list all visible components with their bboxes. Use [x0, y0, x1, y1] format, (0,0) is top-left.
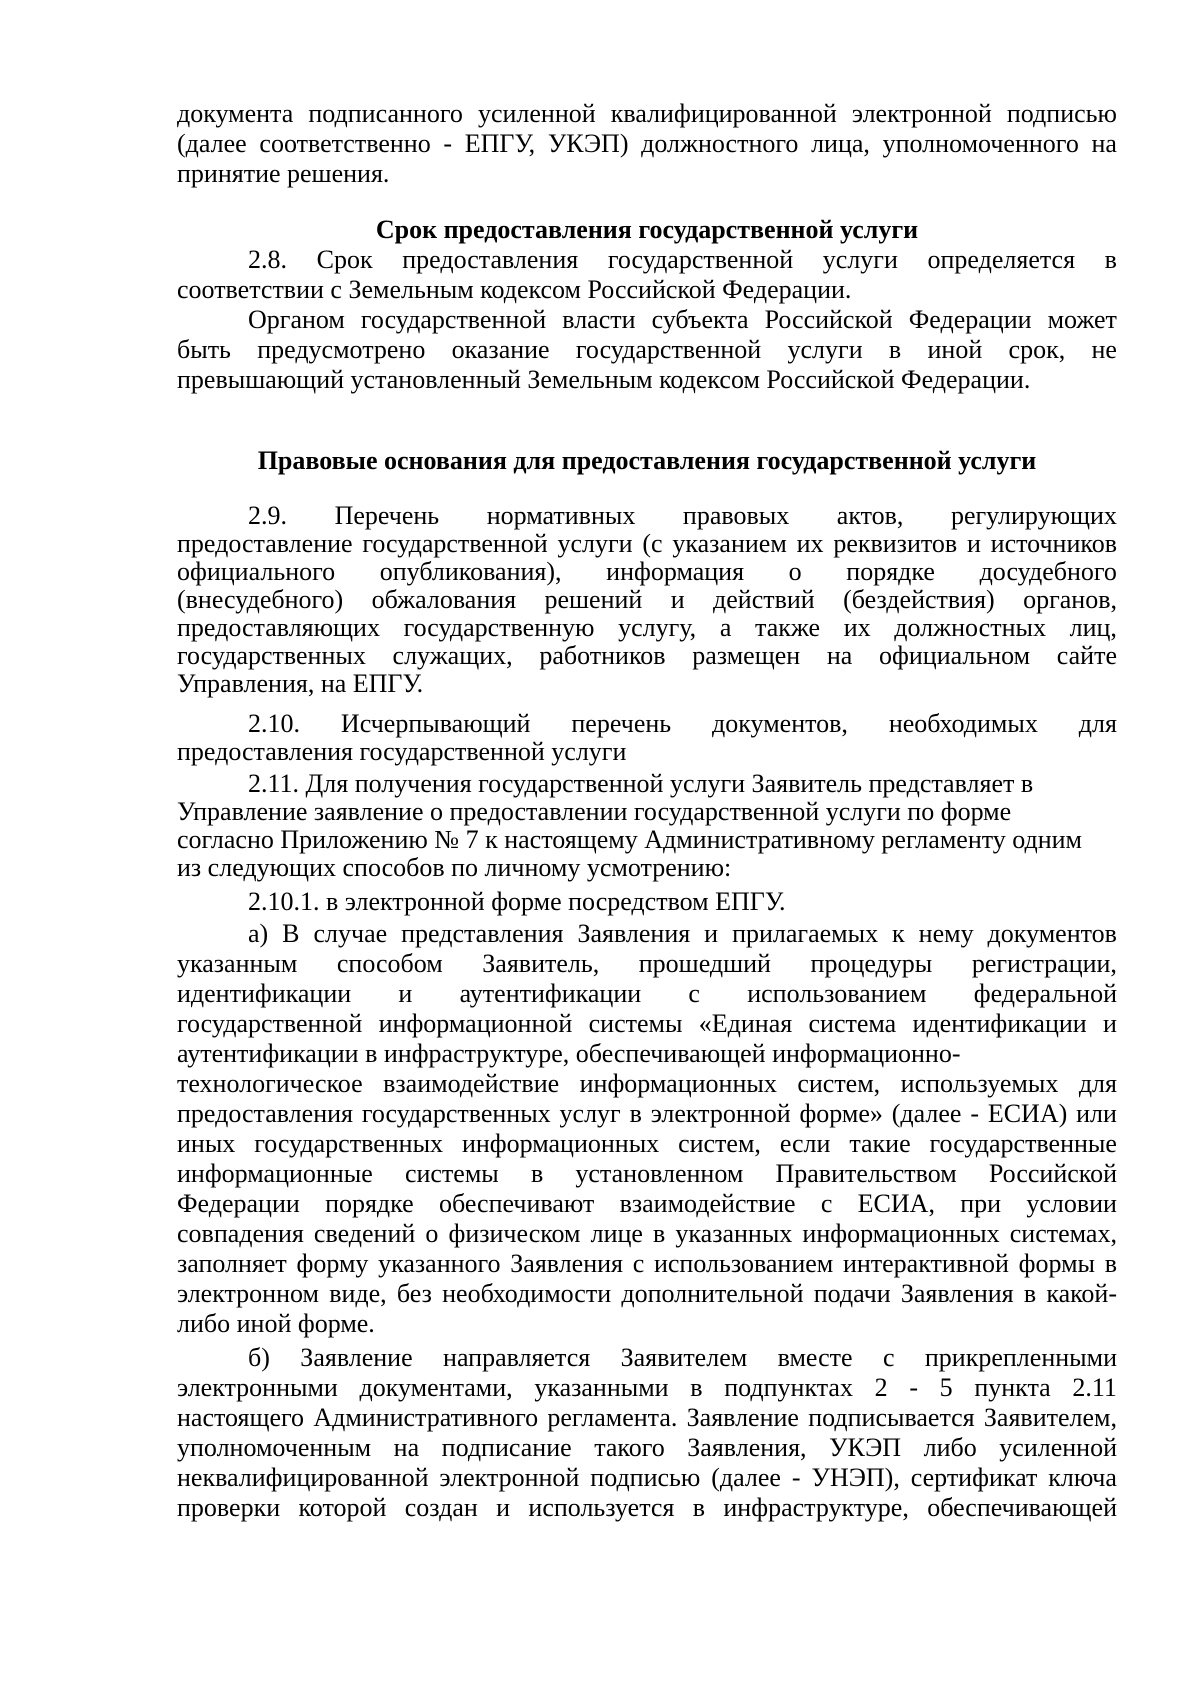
word: обеспечивают: [438, 1189, 595, 1218]
word: источников: [990, 529, 1117, 558]
text-line: принятие решения.: [177, 159, 390, 188]
word: документов: [987, 919, 1117, 948]
word: на: [826, 641, 853, 670]
word: для: [1078, 709, 1117, 738]
text-line: [248, 244, 1117, 276]
word: досудебного: [979, 557, 1117, 586]
word: документов,: [712, 709, 848, 738]
word: случае: [313, 919, 388, 948]
text-line: Управления, на ЕПГУ.: [177, 669, 424, 698]
word: идентификации: [912, 1009, 1087, 1038]
word: совпадения: [177, 1219, 304, 1248]
word: подписанного: [308, 99, 463, 128]
word: взаимодействие: [383, 1069, 560, 1098]
word: их: [796, 529, 824, 558]
text-line: [177, 1218, 1117, 1250]
text-line: соответствии с Земельным кодексом Российской Федерации.: [177, 275, 852, 304]
word: уполномоченным: [177, 1433, 372, 1462]
word: системы: [588, 1009, 683, 1038]
word: Федерации: [177, 1189, 300, 1218]
word: Срок: [316, 245, 373, 274]
word: указанными: [534, 1373, 669, 1402]
word: Заявление: [686, 1403, 799, 1432]
word: или: [1076, 1099, 1117, 1128]
word: порядке: [846, 557, 935, 586]
word: сайте: [1056, 641, 1117, 670]
word: в: [888, 335, 902, 364]
word: (бездействия): [843, 585, 995, 614]
word: (далее: [711, 1463, 781, 1492]
word: перечень: [571, 709, 672, 738]
word: формы: [1018, 1249, 1095, 1278]
word: указанных: [675, 1219, 793, 1248]
word: предоставление: [177, 529, 353, 558]
word: и: [496, 1493, 511, 1522]
word: субъекта: [651, 305, 749, 334]
word: ключа: [1048, 1463, 1117, 1492]
word: технологическое: [177, 1069, 363, 1098]
word: Заявитель,: [482, 949, 600, 978]
word: проверки: [177, 1493, 281, 1522]
word: какой-: [1046, 1279, 1117, 1308]
word: к: [892, 919, 905, 948]
text-line: [177, 1128, 1117, 1160]
text-line: [177, 98, 1117, 130]
word: и: [704, 919, 719, 948]
word: электронными: [177, 1373, 338, 1402]
text-line: [177, 1402, 1117, 1434]
word: реквизитов: [833, 529, 958, 558]
word: форме»: [799, 1099, 883, 1128]
word: Заявления,: [687, 1433, 807, 1462]
word: уполномоченного: [882, 129, 1079, 158]
word: не: [1091, 335, 1117, 364]
word: УНЭП),: [811, 1463, 900, 1492]
text-line: [177, 1248, 1117, 1280]
word: может: [1047, 305, 1117, 334]
word: опубликования),: [379, 557, 562, 586]
word: федеральной: [973, 979, 1117, 1008]
word: б): [248, 1343, 270, 1372]
word: Российской: [988, 1159, 1117, 1188]
text-line: [177, 128, 1117, 160]
word: которой: [298, 1493, 387, 1522]
word: -: [791, 1463, 801, 1492]
word: сертификат: [910, 1463, 1038, 1492]
word: такие: [849, 1129, 911, 1158]
text-line: [177, 1462, 1117, 1494]
word: идентификации: [177, 979, 352, 1008]
word: и: [966, 529, 981, 558]
word: для: [1078, 1069, 1117, 1098]
word: их: [843, 613, 871, 642]
word: Заявление: [300, 1343, 413, 1372]
word: электронной: [650, 1099, 791, 1128]
word: обжалования: [371, 585, 517, 614]
word: иной: [927, 335, 983, 364]
word: системах,: [1009, 1219, 1117, 1248]
text-line: [177, 1158, 1117, 1190]
word: указанным: [177, 949, 298, 978]
word: Заявления: [577, 919, 691, 948]
word: систем,: [678, 1129, 761, 1158]
word: и: [670, 585, 685, 614]
word: Заявления: [900, 1279, 1014, 1308]
word: государственные: [929, 1129, 1117, 1158]
word: предоставления: [177, 1099, 353, 1128]
word: государственную: [403, 613, 595, 642]
word: услуги: [557, 529, 633, 558]
word: дополнительной: [621, 1279, 804, 1308]
word: пункта: [974, 1373, 1051, 1402]
word: быть: [177, 335, 231, 364]
word: государственной: [362, 529, 548, 558]
text-line: предоставления государственной услуги: [177, 737, 627, 766]
word: информационной: [378, 1009, 573, 1038]
word: подписание: [441, 1433, 572, 1462]
text-line: согласно Приложению № 7 к настоящему Административному регламенту одним: [177, 825, 1083, 854]
word: иных: [177, 1129, 236, 1158]
word: государственной: [575, 335, 762, 364]
word: прилагаемых: [732, 919, 879, 948]
text-line: [177, 1278, 1117, 1310]
word: квалифицированной: [610, 99, 837, 128]
word: либо: [923, 1433, 977, 1462]
word: систем,: [797, 1069, 881, 1098]
word: создан: [404, 1493, 478, 1522]
text-line: Управление заявление о предоставлении государственной услуги по форме: [177, 797, 1012, 826]
word: инфраструктуре,: [723, 1493, 909, 1522]
word: нормативных: [486, 501, 636, 530]
word: а: [719, 613, 732, 642]
word: о: [788, 557, 802, 586]
text-line: 2.10.1. в электронной форме посредством ЕПГУ.: [248, 887, 786, 916]
word: регулирующих: [950, 501, 1117, 530]
word: соответственно: [259, 129, 431, 158]
word: прикрепленными: [924, 1343, 1117, 1372]
word: «Единая: [698, 1009, 793, 1038]
word: В: [282, 919, 300, 948]
word: предоставляющих: [177, 613, 380, 642]
word: в: [1023, 1279, 1037, 1308]
word: актов,: [836, 501, 904, 530]
word: в: [692, 1493, 706, 1522]
word: система: [808, 1009, 897, 1038]
section-heading: Срок предоставления государственной услуги: [375, 215, 919, 244]
word: представления: [401, 919, 564, 948]
word: (далее: [891, 1099, 962, 1128]
word: подпунктах: [724, 1373, 853, 1402]
word: неквалифицированной: [177, 1463, 429, 1492]
word: в: [653, 1219, 666, 1248]
word: сведений: [313, 1219, 416, 1248]
word: 2.11: [1072, 1373, 1117, 1402]
word: электронном: [177, 1279, 319, 1308]
word: Заявителем,: [983, 1403, 1117, 1432]
word: информационных: [579, 1069, 777, 1098]
word: физическом: [448, 1219, 581, 1248]
word: -: [443, 129, 453, 158]
word: документами,: [359, 1373, 513, 1402]
word: подписью: [590, 1463, 701, 1492]
word: размещен: [692, 641, 801, 670]
word: Заявителем: [620, 1343, 748, 1372]
word: указанного: [378, 1249, 501, 1278]
word: Российской: [764, 305, 893, 334]
word: официальном: [879, 641, 1031, 670]
word: электронной: [851, 99, 992, 128]
word: с: [820, 1189, 833, 1218]
word: 2.8.: [248, 245, 287, 274]
word: (внесудебного): [177, 585, 344, 614]
word: органов,: [1023, 585, 1117, 614]
word: взаимодействие: [619, 1189, 796, 1218]
word: в: [530, 1159, 544, 1188]
word: используется: [528, 1493, 675, 1522]
word: УКЭП: [829, 1433, 902, 1462]
text-line: [177, 978, 1117, 1010]
word: (далее: [177, 129, 247, 158]
text-line: [177, 1008, 1117, 1040]
word: условии: [1026, 1189, 1117, 1218]
word: прошедший: [638, 949, 771, 978]
text-line: [248, 304, 1117, 336]
word: работников: [539, 641, 666, 670]
word: Федерации: [908, 305, 1032, 334]
word: с: [632, 1249, 645, 1278]
word: использованием: [653, 1249, 834, 1278]
word: оказание: [451, 335, 550, 364]
text-line: либо иной форме.: [177, 1309, 375, 1338]
word: аутентификации: [459, 979, 642, 1008]
word: информационных: [461, 1129, 660, 1158]
word: Перечень: [334, 501, 440, 530]
word: правовых: [682, 501, 790, 530]
word: государственных: [254, 1129, 444, 1158]
word: ЕПГУ,: [464, 129, 536, 158]
word: в: [1104, 245, 1117, 274]
text-line: из следующих способов по личному усмотрению:: [177, 853, 732, 882]
word: подачи: [813, 1279, 891, 1308]
word: официального: [177, 557, 336, 586]
section-heading: Правовые основания для предоставления государственной услуги: [257, 446, 1037, 475]
text-line: 2.11. Для получения государственной услуги Заявитель представляет в: [248, 769, 1034, 798]
text-line: [177, 1432, 1117, 1464]
word: указанием: [672, 529, 787, 558]
word: и: [398, 979, 413, 1008]
word: информация: [606, 557, 745, 586]
word: форму: [296, 1249, 369, 1278]
word: настоящего: [177, 1403, 305, 1432]
word: процедуры: [810, 949, 933, 978]
word: подписывается: [808, 1403, 975, 1432]
word: -: [970, 1099, 979, 1128]
word: системы: [404, 1159, 499, 1188]
word: заполняет: [177, 1249, 287, 1278]
text-line: [177, 1188, 1117, 1220]
word: должностного: [641, 129, 799, 158]
word: Заявления: [510, 1249, 624, 1278]
word: в: [690, 1373, 703, 1402]
text-line: [248, 918, 1117, 950]
word: лиц,: [1069, 613, 1117, 642]
word: информационных: [802, 1219, 1000, 1248]
word: ЕСИА,: [857, 1189, 935, 1218]
word: услугу,: [618, 613, 697, 642]
word: государственных: [177, 641, 366, 670]
text-line: [177, 1068, 1117, 1100]
word: такого: [594, 1433, 665, 1462]
word: действий: [713, 585, 815, 614]
word: необходимых: [888, 709, 1038, 738]
word: если: [779, 1129, 831, 1158]
word: подписью: [1006, 99, 1117, 128]
word: Органом: [248, 305, 345, 334]
text-line: [177, 334, 1117, 366]
text-line: превышающий установленный Земельным кодексом Российской Федерации.: [177, 365, 1031, 394]
word: усиленной: [477, 99, 596, 128]
word: установленном: [575, 1159, 744, 1188]
word: и: [1103, 1009, 1117, 1038]
word: виде,: [329, 1279, 387, 1308]
text-line: аутентификации в инфраструктуре, обеспечивающей информационно-: [177, 1039, 961, 1068]
word: с: [688, 979, 700, 1008]
word: при: [960, 1189, 1002, 1218]
word: способом: [336, 949, 443, 978]
word: УКЭП): [547, 129, 629, 158]
word: срок,: [1008, 335, 1066, 364]
word: интерактивной: [842, 1249, 1009, 1278]
word: используемых: [900, 1069, 1059, 1098]
word: услуг: [559, 1099, 621, 1128]
word: услуги: [822, 245, 898, 274]
text-line: [177, 1492, 1117, 1524]
word: должностных: [894, 613, 1046, 642]
word: Административного: [313, 1403, 539, 1432]
word: а): [248, 919, 269, 948]
word: регистрации,: [971, 949, 1117, 978]
word: государственной: [360, 305, 547, 334]
word: о: [425, 1219, 439, 1248]
word: 5: [939, 1373, 953, 1402]
word: также: [755, 613, 821, 642]
word: на: [393, 1433, 420, 1462]
word: государственных: [361, 1099, 551, 1128]
word: 2.9.: [248, 501, 287, 530]
word: лице: [590, 1219, 643, 1248]
text-line: [177, 1372, 1117, 1404]
word: на: [1091, 129, 1117, 158]
word: порядке: [325, 1189, 414, 1218]
word: (с: [642, 529, 663, 558]
word: власти: [562, 305, 636, 334]
word: использованием: [747, 979, 927, 1008]
word: информационные: [177, 1159, 373, 1188]
word: Правительством: [775, 1159, 957, 1188]
word: нему: [918, 919, 974, 948]
word: решений: [544, 585, 643, 614]
word: услуги: [787, 335, 863, 364]
word: ЕСИА): [987, 1099, 1068, 1128]
word: определяется: [927, 245, 1076, 274]
word: государственной: [177, 1009, 363, 1038]
word: в: [629, 1099, 642, 1128]
word: направляется: [443, 1343, 591, 1372]
word: предоставления: [402, 245, 579, 274]
word: -: [909, 1373, 918, 1402]
word: в: [1104, 1249, 1117, 1278]
word: необходимости: [442, 1279, 612, 1308]
word: 2: [874, 1373, 888, 1402]
word: обеспечивающей: [927, 1493, 1117, 1522]
word: лица,: [811, 129, 870, 158]
word: документа: [177, 99, 294, 128]
word: усиленной: [999, 1433, 1117, 1462]
word: с: [882, 1343, 895, 1372]
word: регламента.: [547, 1403, 678, 1432]
word: вместе: [777, 1343, 853, 1372]
text-line: [177, 948, 1117, 980]
word: электронной: [439, 1463, 580, 1492]
word: предусмотрено: [257, 335, 426, 364]
word: 2.10.: [248, 709, 300, 738]
text-line: [248, 1342, 1117, 1374]
word: государственной: [607, 245, 794, 274]
text-line: [177, 1098, 1117, 1130]
word: Исчерпывающий: [340, 709, 531, 738]
word: без: [396, 1279, 432, 1308]
word: служащих,: [392, 641, 513, 670]
